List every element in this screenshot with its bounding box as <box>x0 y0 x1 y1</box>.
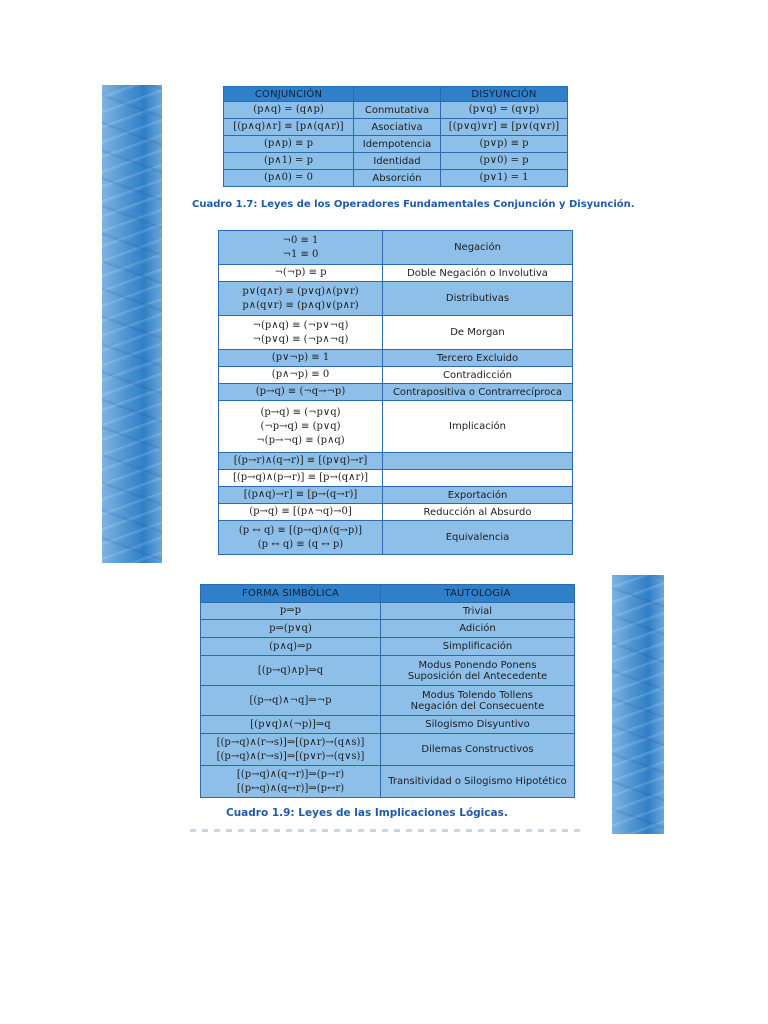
header-disjunction: DISYUNCIÓN <box>441 87 568 102</box>
implication-formula-cell <box>201 734 381 766</box>
law-formula-cell <box>219 504 383 521</box>
implication-formula-cell <box>201 686 381 716</box>
law-name: De Morgan <box>383 316 573 350</box>
table-row <box>219 350 573 367</box>
implication-formula-cell <box>201 766 381 798</box>
law-formula: (p∧¬p) ≡ 0 <box>271 369 330 380</box>
header-blank <box>354 87 441 102</box>
law-formula: ¬(p→¬q) ≡ (p∧q) <box>256 434 345 446</box>
law-formula: ¬(¬p) ≡ p <box>274 267 327 278</box>
law-formula: (p→q) ≡ (¬p∨q) <box>260 406 341 418</box>
conjunction-formula: (p∧0) = 0 <box>224 170 354 187</box>
law-formula: ¬0 ≡ 1 <box>282 234 319 246</box>
law-name: Reducción al Absurdo <box>383 504 573 521</box>
tautology-name: Silogismo Disyuntivo <box>425 719 530 730</box>
tautology-name: Simplificación <box>442 641 513 652</box>
table-row <box>219 384 573 401</box>
law-formula: [(p→r)∧(q→r)] ≡ [(p∨q)→r] <box>233 455 368 466</box>
table-row <box>219 282 573 316</box>
implication-formula: p⇒(p∨q) <box>269 622 312 634</box>
law-name: Idempotencia <box>354 136 441 153</box>
table-row <box>219 231 573 265</box>
table-row <box>201 766 575 798</box>
disjunction-formula: (p∨q) = (q∨p) <box>441 102 568 119</box>
tautology-name: Transitividad o Silogismo Hipotético <box>388 776 567 787</box>
implication-formula: [(p→q)∧(q→r)]⇒(p→r) <box>236 768 345 780</box>
table-row <box>219 265 573 282</box>
header-conjunction: CONJUNCIÓN <box>224 87 354 102</box>
caption-table-1-7: Cuadro 1.7: Leyes de los Operadores Fundamentales Conjunción y Disyunción. <box>192 199 635 210</box>
table-row <box>224 119 568 136</box>
table-row <box>201 734 575 766</box>
law-formula: p∧(q∨r) ≡ (p∧q)∨(p∧r) <box>242 299 359 311</box>
law-formula: [(p→q)∧(p→r)] ≡ [p→(q∧r)] <box>232 472 369 483</box>
implication-formula-cell <box>201 716 381 734</box>
implication-formula-cell <box>201 638 381 656</box>
header-symbolic-form: FORMA SIMBÓLICA <box>201 585 381 603</box>
table-row <box>201 620 575 638</box>
tautology-name-cell <box>381 603 575 620</box>
law-formula: (p ↔ q) ≡ [(p→q)∧(q→p)] <box>238 524 363 536</box>
law-formula: [(p∧q)→r] ≡ [p→(q→r)] <box>243 489 358 500</box>
law-formula-cell <box>219 350 383 367</box>
tautology-name-cell <box>381 734 575 766</box>
table-row <box>219 367 573 384</box>
page-bottom-panel <box>102 575 664 834</box>
table-row <box>219 453 573 470</box>
tautology-name-cell <box>381 716 575 734</box>
table-logical-implications <box>200 584 575 798</box>
implication-formula: [(p→q)∧(r→s)]⇒[(p∨r)→(q∨s)] <box>216 750 365 762</box>
tautology-name: Modus Tolendo Tollens <box>421 689 534 701</box>
implication-formula: [(p∨q)∧(¬p)]⇒q <box>250 718 331 730</box>
law-formula-cell <box>219 384 383 401</box>
disjunction-formula: [(p∨q)∨r] ≡ [p∨(q∨r)] <box>441 119 568 136</box>
law-name: Equivalencia <box>383 521 573 555</box>
table-equivalence-laws <box>218 230 573 555</box>
law-name: Doble Negación o Involutiva <box>383 265 573 282</box>
faint-text-line <box>190 829 580 832</box>
law-formula-cell <box>219 521 383 555</box>
law-formula-cell <box>219 453 383 470</box>
law-formula: (p∨¬p) ≡ 1 <box>271 352 330 363</box>
law-name: Identidad <box>354 153 441 170</box>
law-name: Implicación <box>383 401 573 453</box>
law-formula: ¬1 ≡ 0 <box>282 248 319 260</box>
law-formula: (p→q) ≡ [(p∧¬q)→0] <box>249 506 352 517</box>
law-name: Contrapositiva o Contrarrecíproca <box>383 384 573 401</box>
table-row <box>219 504 573 521</box>
disjunction-formula: (p∨p) ≡ p <box>441 136 568 153</box>
implication-formula-cell <box>201 620 381 638</box>
law-name: Tercero Excluido <box>383 350 573 367</box>
implication-formula-cell <box>201 656 381 686</box>
tautology-name-cell <box>381 766 575 798</box>
law-formula: (p→q) ≡ (¬q→¬p) <box>255 386 346 397</box>
table-row <box>201 716 575 734</box>
table-row <box>224 170 568 187</box>
table-row <box>201 603 575 620</box>
table-row <box>219 521 573 555</box>
caption-table-1-9: Cuadro 1.9: Leyes de las Implicaciones Lógicas. <box>226 807 508 819</box>
tautology-name-cell <box>381 620 575 638</box>
header-tautology: TAUTOLOGÍA <box>381 585 575 603</box>
law-formula: (¬p→q) ≡ (p∨q) <box>260 420 341 432</box>
table-conjunction-disjunction <box>223 86 568 187</box>
law-name: Distributivas <box>383 282 573 316</box>
law-formula-cell <box>219 265 383 282</box>
implication-formula: [(p→q)∧p]⇒q <box>257 664 324 676</box>
law-formula-cell <box>219 282 383 316</box>
law-formula-cell <box>219 316 383 350</box>
law-name: Asociativa <box>354 119 441 136</box>
implication-formula: [(p↔q)∧(q↔r)]⇒(p↔r) <box>236 782 345 794</box>
decorative-left-stripe <box>102 85 162 563</box>
law-name <box>383 453 573 470</box>
law-formula-cell <box>219 470 383 487</box>
tautology-name: Trivial <box>462 605 493 617</box>
table-row <box>219 316 573 350</box>
tautology-name: Adición <box>459 623 496 634</box>
law-formula-cell <box>219 487 383 504</box>
law-formula-cell <box>219 367 383 384</box>
law-name: Contradicción <box>383 367 573 384</box>
table-row <box>219 487 573 504</box>
implication-formula: [(p→q)∧(r→s)]⇒[(p∧r)→(q∧s)] <box>216 736 365 748</box>
table-row <box>201 638 575 656</box>
page-top-panel <box>102 85 664 563</box>
disjunction-formula: (p∨0) = p <box>441 153 568 170</box>
table-row <box>219 470 573 487</box>
conjunction-formula: (p∧1) = p <box>224 153 354 170</box>
table-row <box>224 136 568 153</box>
law-formula: (p ↔ q) ≡ (q ↔ p) <box>257 538 344 550</box>
implication-formula: [(p→q)∧¬q]⇒¬p <box>249 694 332 706</box>
conjunction-formula: [(p∧q)∧r] ≡ [p∧(q∧r)] <box>224 119 354 136</box>
law-name <box>383 470 573 487</box>
tautology-name: Dilemas Constructivos <box>421 744 534 755</box>
conjunction-formula: (p∧q) = (q∧p) <box>224 102 354 119</box>
table-row <box>224 102 568 119</box>
table-row <box>201 656 575 686</box>
law-formula-cell <box>219 401 383 453</box>
law-name: Absorción <box>354 170 441 187</box>
disjunction-formula: (p∨1) = 1 <box>441 170 568 187</box>
conjunction-formula: (p∧p) ≡ p <box>224 136 354 153</box>
law-name: Conmutativa <box>354 102 441 119</box>
tautology-name-cell <box>381 656 575 686</box>
tautology-name: Modus Ponendo Ponens <box>418 659 537 671</box>
law-formula: ¬(p∨q) ≡ (¬p∧¬q) <box>252 333 349 345</box>
table-row <box>201 686 575 716</box>
tautology-name: Suposición del Antecedente <box>407 670 548 682</box>
tautology-name-cell <box>381 638 575 656</box>
law-name: Negación <box>383 231 573 265</box>
implication-formula: (p∧q)⇒p <box>269 640 312 652</box>
implication-formula: p⇒p <box>279 605 302 616</box>
law-name: Exportación <box>383 487 573 504</box>
law-formula: p∨(q∧r) ≡ (p∨q)∧(p∨r) <box>242 285 359 297</box>
law-formula-cell <box>219 231 383 265</box>
tautology-name-cell <box>381 686 575 716</box>
table-row <box>219 401 573 453</box>
table-row <box>224 153 568 170</box>
tautology-name: Negación del Consecuente <box>410 700 545 712</box>
implication-formula-cell <box>201 603 381 620</box>
law-formula: ¬(p∧q) ≡ (¬p∨¬q) <box>252 319 349 331</box>
decorative-right-stripe <box>612 575 664 834</box>
